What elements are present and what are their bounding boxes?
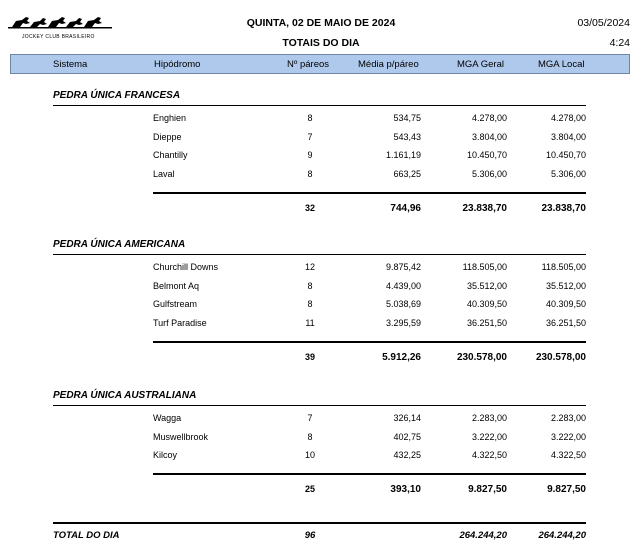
row-media: 9.875,42 (385, 262, 421, 272)
row-pareos: 10 (304, 450, 315, 461)
row-hipodromo: Chantilly (153, 150, 188, 161)
row-media: 534,75 (393, 113, 421, 123)
row-media: 326,14 (393, 413, 421, 423)
row-hipodromo: Dieppe (153, 131, 182, 142)
row-mga-local: 118.505,00 (541, 262, 586, 272)
row-mga-geral: 3.804,00 (471, 131, 507, 142)
row-hipodromo: Turf Paradise (153, 318, 207, 329)
report-subtitle: TOTAIS DO DIA (282, 37, 360, 49)
column-header-media: Média p/páreo (358, 59, 419, 70)
row-mga-local: 5.306,00 (550, 169, 586, 180)
row-mga-local: 3.222,00 (550, 431, 586, 442)
report-date-title: QUINTA, 02 DE MAIO DE 2024 (246, 17, 396, 29)
row-hipodromo: Laval (153, 169, 175, 180)
column-header-mga-local: MGA Local (538, 59, 585, 70)
row-hipodromo: Wagga (153, 413, 182, 423)
row-mga-geral: 35.512,00 (466, 280, 507, 291)
row-hipodromo: Churchill Downs (153, 262, 219, 272)
grand-total-pareos: 96 (304, 530, 316, 541)
grand-total-rule (53, 522, 586, 524)
row-mga-geral: 4.278,00 (471, 113, 507, 123)
column-header-mga-geral: MGA Geral (457, 59, 504, 70)
grand-total-label: TOTAL DO DIA (53, 530, 120, 541)
row-mga-geral: 3.222,00 (471, 431, 507, 442)
print-date: 03/05/2024 (577, 17, 630, 29)
column-header-hipodromo: Hipódromo (154, 59, 201, 70)
row-pareos: 11 (305, 318, 315, 329)
column-header-sistema: Sistema (53, 59, 88, 70)
subtotal-pareos: 39 (304, 352, 315, 363)
subtotal-rule (153, 341, 586, 343)
section-title: PEDRA ÚNICA AUSTRALIANA (53, 390, 197, 401)
row-mga-local: 35.512,00 (545, 280, 586, 291)
row-pareos: 8 (307, 431, 313, 442)
row-mga-geral: 118.505,00 (462, 262, 507, 272)
row-mga-local: 4.322,50 (550, 450, 586, 461)
section-title: PEDRA ÚNICA AMERICANA (53, 239, 186, 250)
row-pareos: 8 (307, 113, 313, 123)
row-mga-geral: 4.322,50 (471, 450, 507, 461)
subtotal-mga-geral: 230.578,00 (456, 352, 507, 364)
subtotal-media: 5.912,26 (382, 352, 421, 364)
row-mga-local: 2.283,00 (550, 413, 586, 423)
subtotal-pareos: 32 (304, 203, 315, 214)
subtotal-mga-geral: 9.827,50 (468, 484, 507, 496)
row-mga-geral: 5.306,00 (471, 169, 507, 180)
grand-total-mga-local: 264.244,20 (538, 530, 586, 541)
row-mga-local: 10.450,70 (545, 150, 586, 161)
section-title-rule (53, 405, 586, 406)
section-title-rule (53, 105, 586, 106)
subtotal-mga-local: 230.578,00 (535, 352, 586, 364)
row-mga-local: 4.278,00 (550, 113, 586, 123)
row-pareos: 8 (307, 169, 313, 180)
column-header-pareos: Nº páreos (287, 59, 330, 70)
row-pareos: 7 (307, 413, 313, 423)
row-mga-local: 40.309,50 (545, 299, 586, 310)
row-media: 543,43 (393, 131, 421, 142)
logo-text: JOCKEY CLUB BRASILEIRO (22, 34, 95, 40)
section-title-rule (53, 254, 586, 255)
row-hipodromo: Gulfstream (153, 299, 198, 310)
row-hipodromo: Enghien (153, 113, 187, 123)
row-hipodromo: Kilcoy (153, 450, 178, 461)
row-pareos: 7 (307, 131, 313, 142)
row-mga-local: 3.804,00 (550, 131, 586, 142)
row-pareos: 9 (307, 150, 313, 161)
row-mga-geral: 36.251,50 (466, 318, 507, 329)
row-mga-geral: 2.283,00 (471, 413, 507, 423)
row-mga-geral: 10.450,70 (466, 150, 507, 161)
row-pareos: 12 (304, 262, 315, 272)
subtotal-mga-geral: 23.838,70 (462, 203, 507, 215)
subtotal-media: 744,96 (390, 203, 421, 215)
row-pareos: 8 (307, 280, 313, 291)
grand-total-mga-geral: 264.244,20 (459, 530, 507, 541)
subtotal-mga-local: 9.827,50 (547, 484, 586, 496)
row-mga-local: 36.251,50 (545, 318, 586, 329)
row-media: 4.439,00 (385, 280, 421, 291)
row-media: 432,25 (393, 450, 421, 461)
subtotal-rule (153, 192, 586, 194)
row-hipodromo: Muswellbrook (153, 431, 209, 442)
subtotal-rule (153, 473, 586, 475)
row-media: 3.295,59 (385, 318, 421, 329)
print-time: 4:24 (609, 37, 630, 49)
row-mga-geral: 40.309,50 (466, 299, 507, 310)
row-media: 5.038,69 (385, 299, 421, 310)
row-pareos: 8 (307, 299, 313, 310)
row-media: 663,25 (393, 169, 421, 180)
row-hipodromo: Belmont Aq (153, 280, 200, 291)
section-title: PEDRA ÚNICA FRANCESA (53, 90, 181, 101)
subtotal-mga-local: 23.838,70 (541, 203, 586, 215)
column-header-bar (10, 54, 630, 74)
row-media: 1.161,19 (385, 150, 421, 161)
subtotal-pareos: 25 (304, 484, 315, 495)
subtotal-media: 393,10 (390, 484, 421, 496)
row-media: 402,75 (393, 431, 421, 442)
